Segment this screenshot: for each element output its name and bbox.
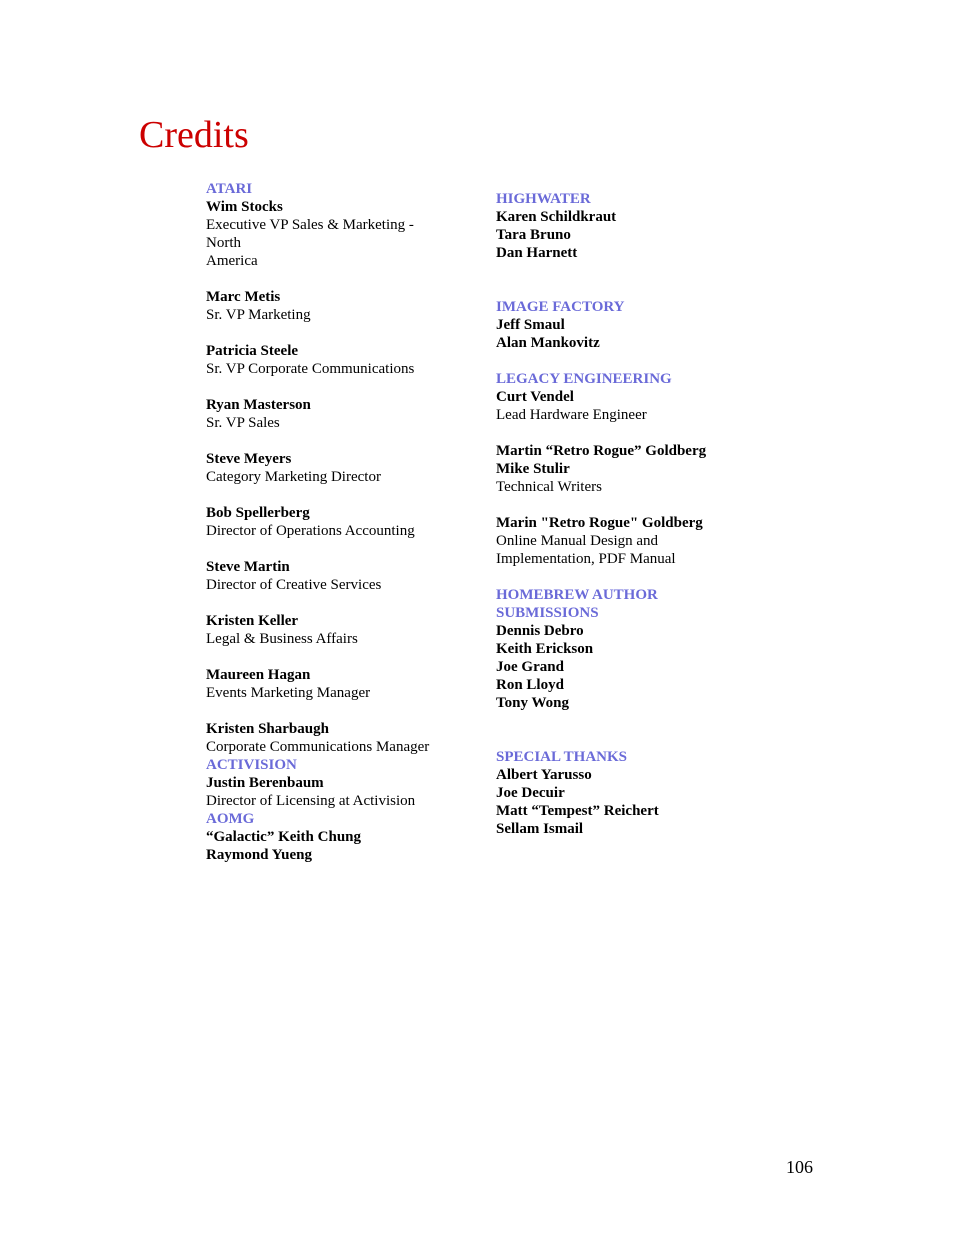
spacer (496, 424, 756, 442)
credits-left-column (206, 180, 466, 864)
section-heading: IMAGE FACTORY (496, 299, 625, 315)
credit-name: Kristen Keller (206, 613, 299, 629)
spacer (496, 730, 756, 748)
credit-name: Curt Vendel (496, 389, 574, 405)
credit-name: Raymond Yueng (206, 847, 313, 863)
credit-name: Dan Harnett (496, 245, 578, 261)
spacer (496, 262, 756, 280)
credit-role: Sr. VP Marketing (206, 307, 311, 323)
credit-role: Sr. VP Corporate Communications (206, 361, 415, 377)
spacer (206, 648, 466, 666)
credit-name: Alan Mankovitz (496, 335, 600, 351)
credit-role: Executive VP Sales & Marketing - (206, 217, 414, 233)
credit-name: Tara Bruno (496, 227, 571, 243)
spacer (206, 378, 466, 396)
credit-name: Matt “Tempest” Reichert (496, 803, 659, 819)
spacer (496, 352, 756, 370)
page-title: Credits (139, 114, 249, 156)
credit-role: Director of Operations Accounting (206, 523, 415, 539)
credit-role: Director of Creative Services (206, 577, 382, 593)
spacer (206, 324, 466, 342)
section-heading: ACTIVISION (206, 757, 297, 773)
section-heading: SPECIAL THANKS (496, 749, 628, 765)
credit-name: Keith Erickson (496, 641, 594, 657)
credit-name: Karen Schildkraut (496, 209, 617, 225)
credit-name: Joe Grand (496, 659, 564, 675)
spacer (496, 568, 756, 586)
credit-name: Marin "Retro Rogue" Goldberg (496, 515, 703, 531)
credit-name: Patricia Steele (206, 343, 299, 359)
section-heading: ATARI (206, 181, 253, 197)
credit-role: Lead Hardware Engineer (496, 407, 647, 423)
credit-role: Category Marketing Director (206, 469, 381, 485)
credit-name: Steve Martin (206, 559, 290, 575)
credit-role: Technical Writers (496, 479, 602, 495)
credit-name: Martin “Retro Rogue” Goldberg (496, 443, 707, 459)
spacer (206, 486, 466, 504)
section-heading: SUBMISSIONS (496, 605, 599, 621)
credit-name: Steve Meyers (206, 451, 292, 467)
credit-role: Implementation, PDF Manual (496, 551, 676, 567)
spacer (206, 594, 466, 612)
credit-name: Dennis Debro (496, 623, 584, 639)
credit-name: Jeff Smaul (496, 317, 565, 333)
section-heading: AOMG (206, 811, 255, 827)
section-heading: HOMEBREW AUTHOR (496, 587, 658, 603)
credit-name: Justin Berenbaum (206, 775, 324, 791)
credit-name: Albert Yarusso (496, 767, 592, 783)
credit-role: Legal & Business Affairs (206, 631, 358, 647)
spacer (496, 712, 756, 730)
credit-role: North (206, 235, 241, 251)
page-number: 106 (786, 1157, 813, 1177)
credit-role: Director of Licensing at Activision (206, 793, 416, 809)
credit-name: Ron Lloyd (496, 677, 564, 693)
credit-role: Corporate Communications Manager (206, 739, 430, 755)
credit-name: Ryan Masterson (206, 397, 311, 413)
credit-name: Mike Stulir (496, 461, 570, 477)
credit-role: Online Manual Design and (496, 533, 659, 549)
credit-name: Wim Stocks (206, 199, 283, 215)
credit-role: Sr. VP Sales (206, 415, 280, 431)
spacer (496, 496, 756, 514)
spacer (206, 540, 466, 558)
credit-name: Maureen Hagan (206, 667, 311, 683)
credit-name: Tony Wong (496, 695, 569, 711)
credit-name: “Galactic” Keith Chung (206, 829, 362, 845)
spacer (496, 280, 756, 298)
spacer (206, 432, 466, 450)
credit-name: Marc Metis (206, 289, 281, 305)
credit-name: Joe Decuir (496, 785, 565, 801)
section-heading: HIGHWATER (496, 191, 591, 207)
credit-name: Kristen Sharbaugh (206, 721, 329, 737)
credit-role: Events Marketing Manager (206, 685, 371, 701)
credit-role: America (206, 253, 258, 269)
spacer (206, 702, 466, 720)
credit-name: Sellam Ismail (496, 821, 584, 837)
credits-right-column (496, 190, 756, 838)
credit-name: Bob Spellerberg (206, 505, 310, 521)
spacer (206, 270, 466, 288)
section-heading: LEGACY ENGINEERING (496, 371, 672, 387)
